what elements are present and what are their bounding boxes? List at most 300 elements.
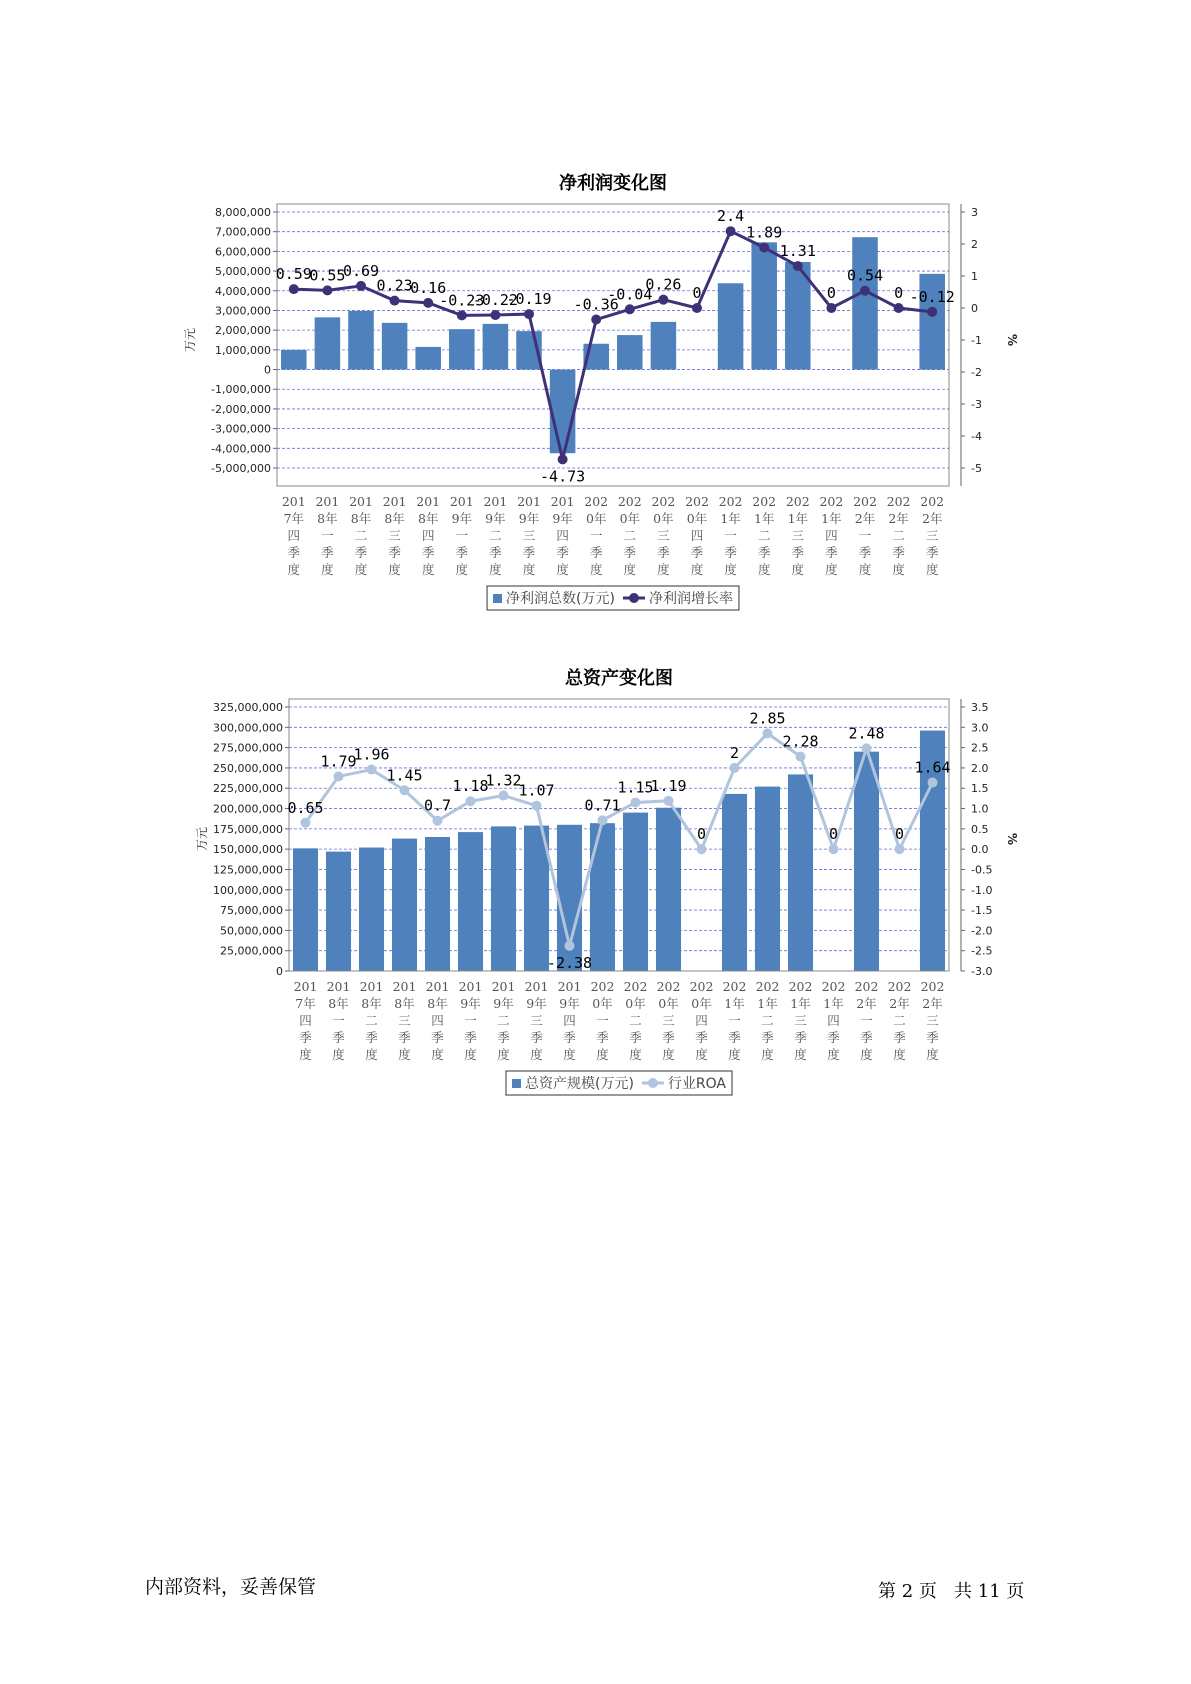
category-label-line: 2年 [854,511,876,526]
category-label-line: 度 [662,1047,675,1062]
x-axis-category-label [723,979,747,1062]
line-point [796,752,806,762]
category-label-line: 季 [431,1030,444,1045]
category-label-line: 季 [860,1030,873,1045]
category-label-line: 季 [695,1030,708,1045]
left-axis-tick-label: 250,000,000 [213,761,283,775]
category-label-line: 季 [497,1030,510,1045]
line-point [598,815,608,825]
category-label-line: 一 [464,1013,477,1028]
category-label-line: 201 [416,494,441,509]
line-point [565,941,575,951]
right-axis-tick-label: -5 [971,462,982,475]
left-axis-tick-label: 200,000,000 [213,802,283,816]
data-label: 2.28 [782,732,819,751]
category-label-line: 202 [886,494,911,509]
line-point [558,454,568,464]
right-axis-tick-label: -3 [971,398,982,411]
category-label-line: 202 [821,979,846,994]
category-label-line: 201 [315,494,340,509]
category-label-line: 四 [825,528,838,543]
x-axis-category-label [492,979,516,1062]
footer-confidential-note: 内部资料，妥善保管 [145,1576,317,1598]
category-label-line: 202 [788,979,813,994]
data-label: 0.55 [309,266,346,285]
category-label-line: 四 [431,1013,444,1028]
line-point [692,303,702,313]
category-label-line: 度 [596,1047,609,1062]
category-label-line: 季 [757,545,771,560]
x-axis-category-label [921,979,945,1062]
x-axis-category-label [327,979,351,1062]
category-label-line: 季 [287,545,301,560]
bar [852,237,878,369]
bar [281,350,307,370]
category-label-line: 1年 [753,511,775,526]
x-axis-category-label [551,494,575,577]
category-label-line: 202 [689,979,714,994]
x-axis-category-label [618,494,642,577]
line-point [334,771,344,781]
category-label-line: 一 [455,528,469,543]
category-label-line: 201 [281,494,306,509]
bar [854,752,879,971]
category-label-line: 202 [920,494,945,509]
line-point [763,728,773,738]
left-axis-tick-label: 175,000,000 [213,822,283,836]
data-label: 0 [826,284,836,302]
net-profit-chart-svg [0,160,1191,630]
x-axis-category-label [657,979,681,1062]
category-label-line: 度 [657,562,670,577]
line-point [726,226,736,236]
data-label: 2.48 [848,724,885,743]
category-label-line: 度 [556,562,569,577]
category-label-line: 度 [464,1047,477,1062]
bar [359,848,384,971]
category-label-line: 202 [920,979,945,994]
x-axis-category-label [349,494,373,577]
data-label: 0 [894,825,905,844]
left-axis-tick-label: 25,000,000 [220,944,283,958]
left-axis-tick-label: 5,000,000 [215,265,271,279]
left-axis-tick-label: 1,000,000 [215,343,271,357]
category-label-line: 度 [724,562,737,577]
category-label-line: 季 [556,545,569,560]
line-point [928,778,938,788]
category-label-line: 201 [326,979,351,994]
bar [718,283,744,369]
x-axis-category-label [525,979,549,1062]
category-label-line: 季 [728,1030,741,1045]
category-label-line: 四 [563,1013,576,1028]
category-label-line: 季 [421,545,435,560]
line-point [759,243,769,253]
category-label-line: 8年 [361,996,382,1011]
bar [491,826,516,971]
line-point [826,303,836,313]
category-label-line: 202 [752,494,777,509]
category-label-line: 1年 [790,996,811,1011]
right-axis-tick-label: -1.0 [971,883,993,897]
line-point [356,281,366,291]
x-axis-category-label [855,979,879,1062]
category-label-line: 季 [761,1030,774,1045]
right-axis-tick-label: -4 [971,430,982,443]
x-axis-category-label [719,494,743,577]
category-label-line: 二 [497,1013,510,1028]
chart-title: 总资产变化图 [565,668,673,689]
left-axis-tick-label: -4,000,000 [211,442,271,456]
line-point [829,844,839,854]
category-label-line: 度 [354,562,368,577]
category-label-line: 201 [449,494,474,509]
category-label-line: 季 [321,545,334,560]
category-label-line: 三 [791,528,805,543]
left-axis-tick-label: 100,000,000 [213,883,283,897]
data-label: 0.23 [376,276,413,295]
data-label: 0.71 [584,796,621,815]
category-label-line: 201 [517,494,541,509]
line-point [658,295,668,305]
bar [590,823,615,971]
left-axis-tick-label: 4,000,000 [215,284,271,298]
x-axis-category-label [651,494,675,577]
category-label-line: 202 [617,494,642,509]
bar [656,808,681,971]
left-axis-tick-label: 2,000,000 [215,324,271,338]
category-label-line: 度 [398,1047,411,1062]
data-label: 1.07 [518,781,555,800]
category-label-line: 度 [827,1047,840,1062]
category-label-line: 9年 [460,996,481,1011]
left-axis-tick-label: 0 [264,363,271,377]
x-axis-category-label [315,494,339,577]
category-label-line: 季 [332,1030,345,1045]
category-label-line: 度 [892,562,905,577]
category-label-line: 度 [489,562,502,577]
category-label-line: 三 [794,1013,807,1028]
category-label-line: 季 [926,1030,939,1045]
bar [449,329,475,369]
category-label-line: 8年 [328,996,349,1011]
x-axis-category-label [756,979,780,1062]
category-label-line: 二 [893,1013,906,1028]
data-label: 1.19 [650,776,687,795]
bar [550,370,576,454]
line-point [390,296,400,306]
category-label-line: 201 [392,979,417,994]
category-label-line: 201 [425,979,450,994]
legend [487,586,739,610]
category-label-line: 一 [728,1013,741,1028]
right-axis-tick-label: 1 [971,270,978,283]
category-label-line: 度 [728,1047,741,1062]
line-point [862,743,872,753]
category-label-line: 一 [596,1013,609,1028]
net-profit-chart [0,160,1191,630]
x-axis-category-label [920,494,944,577]
left-axis-tick-label: 75,000,000 [220,904,283,918]
category-label-line: 9年 [493,996,514,1011]
data-label: 1.31 [779,242,816,261]
category-label-line: 季 [794,1030,807,1045]
right-axis-tick-label: -1 [971,334,982,347]
right-axis-tick-label: 0.5 [971,822,989,836]
category-label-line: 202 [887,979,912,994]
category-label-line: 季 [354,545,368,560]
category-label-line: 度 [589,562,603,577]
bar [483,324,509,370]
bar [315,317,341,369]
legend-bar-swatch [512,1079,521,1088]
category-label-line: 季 [657,545,670,560]
x-axis-category-label [426,979,450,1062]
category-label-line: 202 [656,979,681,994]
right-axis-tick-label: 1.5 [971,782,989,796]
category-label-line: 201 [458,979,483,994]
category-label-line: 202 [785,494,810,509]
left-axis-tick-label: 150,000,000 [213,843,283,857]
right-axis-tick-label: -2.5 [971,944,993,958]
category-label-line: 9年 [518,511,540,526]
category-label-line: 度 [794,1047,807,1062]
data-label: 2.4 [717,207,745,226]
category-label-line: 度 [893,1047,906,1062]
x-axis-category-label [786,494,810,577]
data-label: -0.22 [472,291,518,310]
category-label-line: 度 [530,1047,543,1062]
data-label: 2.85 [749,709,786,728]
category-label-line: 三 [530,1013,543,1028]
right-axis-tick-label: 3.0 [971,721,989,735]
category-label-line: 四 [299,1013,312,1028]
category-label-line: 202 [584,494,609,509]
category-label-line: 202 [854,979,879,994]
category-label-line: 季 [530,1030,543,1045]
x-axis-category-label [822,979,846,1062]
category-label-line: 0年 [691,996,712,1011]
category-label-line: 8年 [394,996,415,1011]
category-label-line: 1年 [757,996,778,1011]
right-axis-tick-label: -1.5 [971,904,993,918]
left-axis-tick-label: 125,000,000 [213,863,283,877]
category-label-line: 季 [925,545,939,560]
category-label-line: 2年 [922,996,943,1011]
line-point [466,796,476,806]
category-label-line: 度 [421,562,435,577]
bar [382,323,408,370]
data-label: 0 [894,284,904,302]
bar [617,335,643,369]
category-label-line: 四 [287,528,301,543]
category-label-line: 季 [623,545,637,560]
category-label-line: 201 [349,494,373,509]
left-axis-tick-label: 0 [276,965,283,978]
category-label-line: 8年 [350,511,372,526]
right-axis-tick-label: 1.0 [971,802,989,816]
category-label-line: 二 [761,1013,774,1028]
category-label-line: 度 [757,562,771,577]
data-label: 2 [729,743,740,762]
category-label-line: 度 [522,562,536,577]
left-axis-unit-label: 万元 [183,327,197,353]
x-axis-category-label [282,494,306,577]
category-label-line: 季 [489,545,502,560]
category-label-line: 201 [293,979,318,994]
category-label-line: 度 [690,562,704,577]
x-axis-category-label [393,979,417,1062]
line-point [423,298,433,308]
category-label-line: 202 [819,494,844,509]
x-axis-category-label [789,979,813,1062]
legend-bar-label: 净利润总数(万元) [506,591,615,607]
bar [392,839,417,971]
left-axis-tick-label: 8,000,000 [215,206,271,219]
right-axis-tick-label: 2.0 [971,761,989,775]
line-point [532,801,542,811]
category-label-line: 三 [662,1013,675,1028]
data-label: 1.64 [914,758,951,777]
category-label-line: 0年 [619,511,641,526]
category-label-line: 度 [761,1047,774,1062]
category-label-line: 四 [827,1013,840,1028]
left-axis-tick-label: -3,000,000 [211,422,271,436]
category-label-line: 0年 [686,511,708,526]
x-axis-category-label [591,979,615,1062]
category-label-line: 1年 [720,511,741,526]
category-label-line: 季 [455,545,469,560]
x-axis-category-label [584,494,608,577]
legend-line-label: 净利润增长率 [648,591,733,607]
category-label-line: 201 [483,494,508,509]
data-label: -0.23 [439,291,485,310]
x-axis-category-label [887,494,911,577]
data-label: -0.04 [607,285,653,304]
x-axis-category-label [360,979,384,1062]
bar [755,787,780,971]
line-point [499,791,509,801]
category-label-line: 季 [791,545,805,560]
category-label-line: 2年 [888,511,909,526]
line-point [631,797,641,807]
category-label-line: 度 [623,562,637,577]
right-axis-unit-label: % [1005,832,1019,846]
right-axis-tick-label: 0.0 [971,843,989,857]
left-axis-tick-label: -1,000,000 [211,383,271,397]
left-axis-tick-label: -2,000,000 [211,402,271,416]
line-point [400,785,410,795]
data-label: 0.7 [423,796,452,815]
data-label: 0.65 [287,798,324,817]
legend-bar-label: 总资产规模(万元) [524,1076,634,1092]
category-label-line: 二 [892,528,905,543]
category-label-line: 202 [718,494,743,509]
category-label-line: 7年 [295,996,316,1011]
footer-page-number: 第 2 页 共 11 页 [878,1581,1025,1602]
category-label-line: 201 [491,979,516,994]
legend-line-label: 行业ROA [667,1076,727,1092]
category-label-line: 202 [722,979,747,994]
category-label-line: 四 [690,528,704,543]
category-label-line: 二 [354,528,368,543]
data-label: 1.18 [452,777,489,796]
x-axis-category-label [853,494,877,577]
data-label: 1.89 [746,223,783,242]
bar [651,322,677,370]
category-label-line: 201 [382,494,407,509]
category-label-line: 三 [926,1013,939,1028]
category-label-line: 1年 [823,996,844,1011]
category-label-line: 季 [690,545,704,560]
left-axis-tick-label: 6,000,000 [215,245,271,259]
data-label: 1.96 [353,745,390,764]
category-label-line: 度 [431,1047,444,1062]
category-label-line: 季 [365,1030,378,1045]
line-point [625,304,635,314]
category-label-line: 202 [853,494,877,509]
total-assets-chart-svg [0,655,1191,1125]
category-label-line: 季 [858,545,872,560]
data-label: 0.54 [846,266,884,285]
category-label-line: 度 [497,1047,510,1062]
total-assets-chart [0,655,1191,1125]
category-label-line: 一 [589,528,603,543]
right-axis-tick-label: 0 [971,302,978,315]
category-label-line: 一 [321,528,334,543]
x-axis-category-label [685,494,709,577]
x-axis-category-label [752,494,776,577]
line-point [793,261,803,271]
data-label: 1.15 [617,778,654,797]
category-label-line: 202 [685,494,709,509]
bar [425,837,450,971]
category-label-line: 202 [623,979,648,994]
line-point [322,285,332,295]
category-label-line: 二 [757,528,771,543]
left-axis-tick-label: 225,000,000 [213,782,283,796]
line-point [524,309,534,319]
category-label-line: 度 [925,562,939,577]
plot-frame [277,204,949,486]
line-point [591,315,601,325]
category-label-line: 9年 [485,511,506,526]
line-point [927,307,937,317]
data-label: 0.59 [275,265,312,284]
right-axis-tick-label: 2.5 [971,741,989,755]
category-label-line: 7年 [283,511,305,526]
line-point [697,844,707,854]
x-axis-category-label [558,979,582,1062]
category-label-line: 2年 [889,996,910,1011]
data-label: 0.69 [342,261,380,280]
category-label-line: 一 [860,1013,873,1028]
category-label-line: 三 [522,528,536,543]
category-label-line: 季 [563,1030,576,1045]
right-axis-tick-label: 3 [971,206,978,219]
category-label-line: 季 [464,1030,477,1045]
category-label-line: 201 [359,979,384,994]
bar [751,242,777,369]
category-label-line: 0年 [625,996,646,1011]
category-label-line: 度 [365,1047,378,1062]
right-axis-tick-label: 2 [971,238,978,251]
category-label-line: 四 [556,528,569,543]
category-label-line: 2年 [856,996,877,1011]
x-axis-category-label [294,979,318,1062]
left-axis-tick-label: 275,000,000 [213,741,283,755]
category-label-line: 8年 [384,511,405,526]
